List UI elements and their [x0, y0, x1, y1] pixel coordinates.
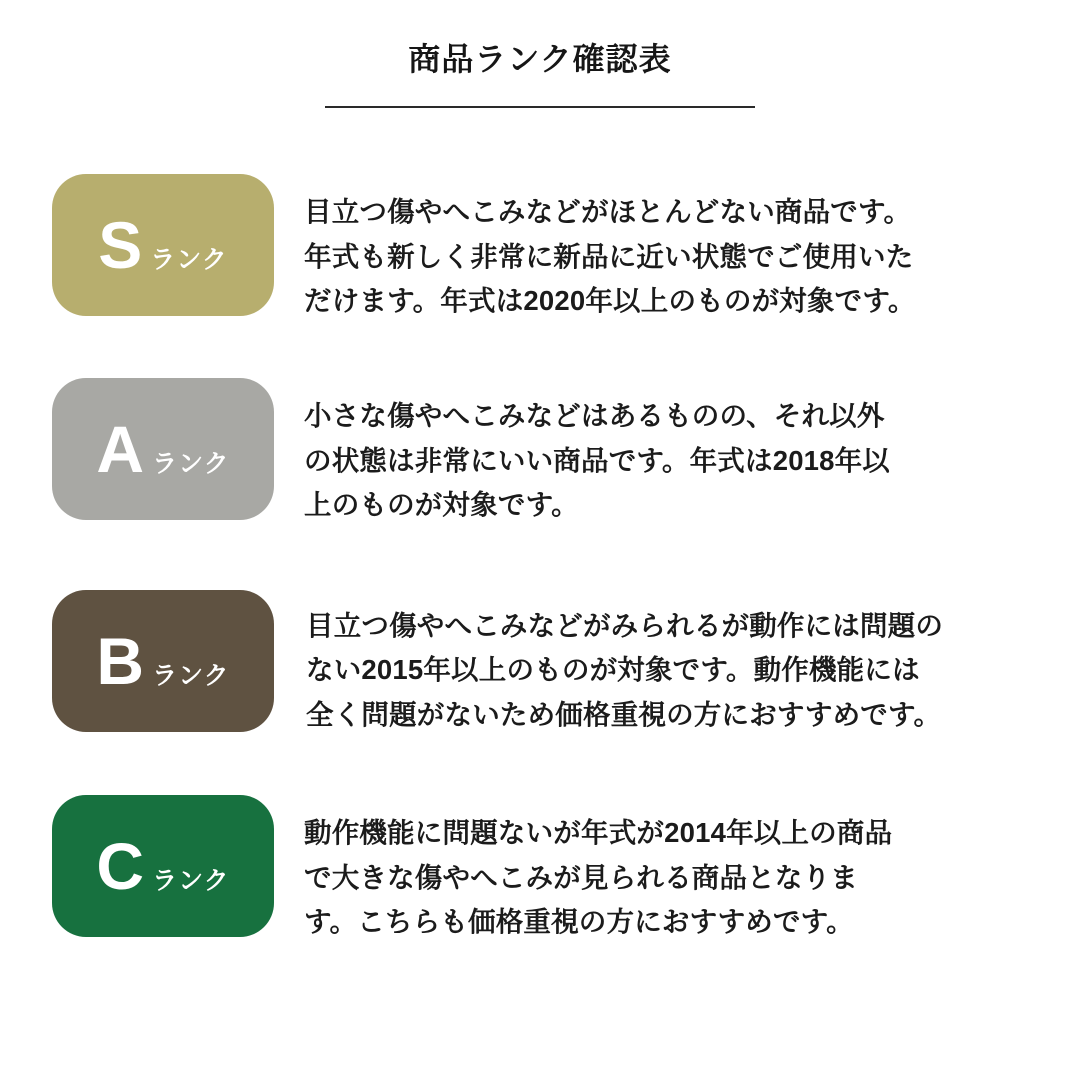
rank-description-line: 小さな傷やへこみなどはあるものの、それ以外 — [304, 400, 885, 432]
rank-badge-inner — [96, 412, 230, 487]
rank-description-line: の状態は非常にいい商品です。年式は2018年以 — [304, 444, 891, 476]
rank-suffix: ランク — [150, 246, 228, 275]
rank-letter: S — [98, 208, 143, 283]
rank-badge-inner — [96, 623, 230, 698]
rank-badge-b — [52, 590, 274, 732]
rank-letter: A — [96, 412, 145, 487]
rank-badge-c — [52, 795, 274, 937]
rank-description-line: 全く問題がないため価格重視の方におすすめです。 — [306, 698, 942, 730]
rank-row-b — [52, 590, 1028, 738]
rank-suffix: ランク — [152, 867, 230, 896]
rank-letter: C — [96, 829, 145, 904]
rank-description-s — [274, 174, 1028, 324]
title-divider — [325, 106, 755, 108]
rank-description-line: 年式も新しく非常に新品に近い状態でご使用いた — [304, 240, 914, 272]
rank-description-b — [274, 590, 1028, 738]
rank-badge-s — [52, 174, 274, 316]
rank-description-line: 上のものが対象です。 — [304, 489, 579, 521]
rank-badge-inner — [98, 208, 228, 283]
page-title: 商品ランク確認表 — [408, 41, 672, 77]
rank-row-c — [52, 795, 1028, 945]
rank-description-line: 目立つ傷やへこみなどがみられるが動作には問題の — [306, 609, 944, 641]
rank-row-s — [52, 174, 1028, 324]
rank-suffix: ランク — [152, 450, 230, 479]
rank-description-line: ない2015年以上のものが対象です。動作機能には — [306, 654, 920, 686]
rank-badge-inner — [96, 829, 230, 904]
rank-description-line: 動作機能に問題ないが年式が2014年以上の商品 — [304, 817, 893, 849]
rank-list — [0, 174, 1080, 945]
rank-row-a — [52, 378, 1028, 528]
rank-suffix: ランク — [152, 661, 230, 690]
rank-description-a — [274, 378, 1028, 528]
rank-letter: B — [96, 623, 145, 698]
rank-description-line: 目立つ傷やへこみなどがほとんどない商品です。 — [304, 196, 912, 228]
rank-description-line: だけます。年式は2020年以上のものが対象です。 — [304, 285, 916, 317]
header — [0, 0, 1080, 108]
rank-description-c — [274, 795, 1028, 945]
rank-description-line: す。こちらも価格重視の方におすすめです。 — [304, 906, 854, 938]
rank-description-line: で大きな傷やへこみが見られる商品となりま — [304, 861, 858, 893]
rank-badge-a — [52, 378, 274, 520]
